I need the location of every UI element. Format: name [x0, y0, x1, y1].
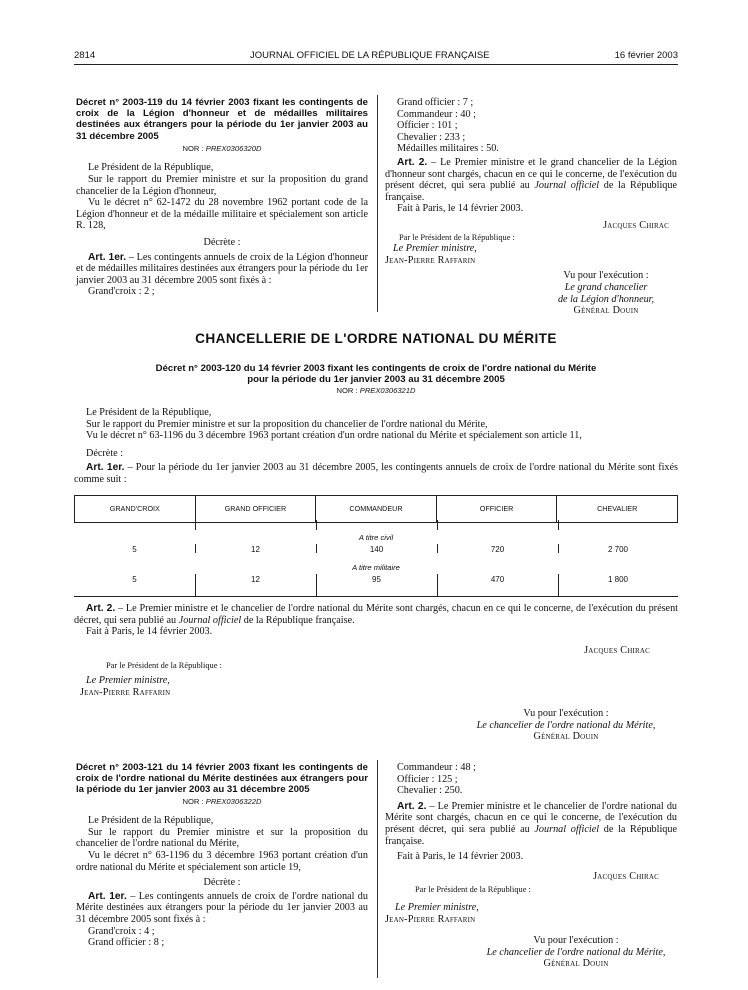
table-cell: 2 700 — [607, 545, 629, 554]
decree-120-p3: Vu le décret n° 63-1196 du 3 décembre 1963 portant création d'un ordre national du Mérite et spécialement son article 11, — [86, 430, 582, 442]
decree-121-cmd: Commandeur : 48 ; — [397, 762, 476, 773]
decree-121-chev: Chevalier : 250. — [397, 785, 463, 797]
decree-120-p1: Le Président de la République, — [86, 407, 212, 418]
decree-120-vu: Vu pour l'exécution : — [523, 708, 609, 720]
decree-119-p3: Vu le décret n° 62-1472 du 28 novembre 1962 portant code de la Légion d'honneur et de la médaille militaire et spécialement son article R. 128, — [76, 197, 368, 232]
decree-121-fait: Fait à Paris, le 14 février 2003. — [397, 851, 524, 863]
decree-119-go: Grand officier : 7 ; — [397, 97, 474, 108]
decree-120-title-2: pour la période du 1er janvier 2003 au 31 décembre 2005 — [247, 374, 505, 386]
decree-120-ch-name: Général Douin — [533, 731, 599, 743]
decree-119-p2: Sur le rapport du Premier ministre et sur la proposition du grand chancelier de la Légion d'honneur, — [76, 174, 368, 197]
decree-121-ch-name: Général Douin — [543, 958, 609, 970]
column-tick — [195, 544, 196, 553]
table-header-cell: GRAND'CROIX — [75, 496, 196, 523]
decree-119-gc: Grand'croix : 2 ; — [88, 286, 155, 298]
table-header-row — [75, 496, 678, 523]
decree-119-art2: Art. 2. – Le Premier ministre et le grand chancelier de la Légion d'honneur sont chargés, chacun en ce qui le concerne, de l'exécution du présent décret, qui sera publié au Journal officiel de la République française. — [385, 156, 677, 203]
header-rule — [74, 64, 678, 65]
civil-label: A titre civil — [358, 533, 394, 542]
decree-120-fait: Fait à Paris, le 14 février 2003. — [86, 626, 213, 638]
decree-119-fait: Fait à Paris, le 14 février 2003. — [397, 203, 524, 215]
decree-120-pm-name: Jean-Pierre Raffarin — [80, 686, 171, 698]
section-title: CHANCELLERIE DE L'ORDRE NATIONAL DU MÉRITE — [195, 331, 557, 346]
decree-121-ch-title: Le chancelier de l'ordre national du Mérite, — [486, 946, 666, 958]
decree-120-pm-title: Le Premier ministre, — [86, 674, 170, 686]
decree-120-p2: Sur le rapport du Premier ministre et sur la proposition du chancelier de l'ordre national du Mérite, — [86, 418, 488, 430]
column-tick — [437, 520, 438, 530]
decree-121-par: Par le Président de la République : — [415, 885, 531, 895]
decree-121-vu: Vu pour l'exécution : — [533, 935, 619, 947]
decree-120-art1: Art. 1er. – Pour la période du 1er janvier 2003 au 31 décembre 2005, les contingents annuels de croix de l'ordre national du Mérite sont fixés comme suit : — [74, 462, 678, 485]
decree-119-decrete: Décrète : — [203, 236, 241, 248]
decree-119-pm-title: Le Premier ministre, — [393, 243, 477, 255]
contingents-table — [74, 495, 678, 523]
column-tick — [558, 520, 559, 530]
table-cell: 12 — [251, 545, 260, 554]
column-tick — [316, 520, 317, 530]
decree-119-gc-title1: Le grand chancelier — [564, 281, 648, 293]
decree-119-art1: Art. 1er. – Les contingents annuels de croix de la Légion d'honneur et de médailles militaires destinées aux étrangers pour la période du 1er janvier 2003 au 31 décembre 2005 sont fixés à : — [76, 251, 368, 286]
decree-121-signer: Jacques Chirac — [593, 870, 659, 882]
table-cell: 5 — [132, 575, 137, 584]
decree-119-med: Médailles militaires : 50. — [397, 143, 499, 155]
decree-121-p2: Sur le rapport du Premier ministre et sur la proposition du chancelier de l'ordre national du Mérite, — [76, 826, 368, 850]
column-tick — [558, 544, 559, 553]
decree-119-pm-name: Jean-Pierre Raffarin — [385, 254, 476, 266]
decree-121-left — [76, 762, 368, 949]
decree-119-chev: Chevalier : 233 ; — [397, 131, 466, 143]
table-header-cell: COMMANDEUR — [316, 496, 437, 523]
decree-120-nor: NOR : PREX0306321D — [336, 386, 416, 396]
decree-121-art1: Art. 1er. – Les contingents annuels de croix de l'ordre national du Mérite destinées aux étrangers pour la période du 1er janvier 2003 au 31 décembre 2005 sont fixés à : — [76, 890, 368, 925]
decree-119-off: Officier : 101 ; — [397, 120, 458, 132]
decree-119-p1: Le Président de la République, — [88, 162, 214, 174]
decree-121-p3: Vu le décret n° 63-1196 du 3 décembre 1963 portant création d'un ordre national du Mérite et spécialement son article 19, — [76, 849, 368, 873]
column-tick — [558, 574, 559, 596]
decree-119-cmd: Commandeur : 40 ; — [397, 108, 476, 120]
column-tick — [437, 544, 438, 553]
decree-121-right — [385, 762, 677, 970]
military-label: A titre militaire — [352, 563, 400, 572]
column-tick — [316, 574, 317, 596]
decree-120-title-1: Décret n° 2003-120 du 14 février 2003 fixant les contingents de croix de l'ordre national du Mérite — [155, 363, 597, 374]
decree-121-art2: Art. 2. – Le Premier ministre et le chancelier de l'ordre national du Mérite sont chargés, chacun en ce qui le concerne, de l'exécution du présent décret, qui sera publié au Journal officiel de la République française. — [385, 800, 678, 847]
journal-title: JOURNAL OFFICIEL DE LA RÉPUBLIQUE FRANÇAISE — [250, 50, 490, 61]
column-tick — [437, 574, 438, 596]
column-tick — [195, 520, 196, 530]
table-cell: 95 — [372, 575, 381, 584]
decree-121-nor: NOR : PREX0306322D — [182, 796, 262, 806]
decree-121-pm-title: Le Premier ministre, — [395, 901, 479, 913]
table-cell: 5 — [132, 545, 137, 554]
page-number: 2814 — [74, 50, 96, 61]
decree-119-vu: Vu pour l'exécution : — [563, 270, 649, 282]
decree-120-decrete: Décrète : — [86, 447, 124, 459]
column-tick — [316, 544, 317, 553]
table-header-cell: OFFICIER — [436, 496, 557, 523]
decree-119-left — [76, 97, 368, 298]
decree-121-off: Officier : 125 ; — [397, 773, 458, 785]
decree-120 — [74, 363, 678, 486]
decree-119-signer: Jacques Chirac — [603, 219, 669, 231]
column-divider-bottom — [377, 760, 378, 978]
decree-120-art2: Art. 2. – Le Premier ministre et le chancelier de l'ordre national du Mérite sont chargés, chacun en ce qui le concerne, de l'exécution du présent décret, qui sera publié au Journal officiel de la République française. — [74, 603, 679, 626]
decree-121-p1: Le Président de la République, — [88, 815, 214, 827]
decree-119-gc-title2: de la Légion d'honneur, — [557, 293, 655, 305]
decree-120-ch-title: Le chancelier de l'ordre national du Mérite, — [476, 719, 656, 731]
table-cell: 720 — [490, 545, 505, 554]
decree-121-go: Grand officier : 8 ; — [88, 937, 165, 949]
decree-120-signer: Jacques Chirac — [584, 644, 650, 656]
decree-120-par: Par le Président de la République : — [106, 661, 222, 671]
decree-120-end — [74, 603, 678, 743]
decree-119-title: Décret n° 2003-119 du 14 février 2003 fixant les contingents de croix de la Légion d'honneur et de médailles militaires destinées aux étrangers pour la période du 1er janvier 2003 au 31 décembre 2005 — [76, 97, 368, 142]
decree-119-par: Par le Président de la République : — [399, 232, 515, 242]
table-cell: 1 800 — [607, 575, 629, 584]
column-tick — [195, 574, 196, 596]
table-body — [74, 520, 678, 597]
table-cell: 470 — [490, 575, 505, 584]
decree-121-decrete: Décrète : — [203, 877, 241, 889]
issue-date: 16 février 2003 — [614, 50, 678, 61]
table-cell: 140 — [369, 545, 384, 554]
decree-121-gc: Grand'croix : 4 ; — [88, 925, 155, 937]
table-cell: 12 — [251, 575, 260, 584]
decree-119-nor: NOR : PREX0306320D — [182, 143, 262, 153]
decree-121-pm-name: Jean-Pierre Raffarin — [385, 913, 476, 925]
decree-121-title: Décret n° 2003-121 du 14 février 2003 fixant les contingents de croix de l'ordre national du Mérite destinées aux étrangers pour la période du 1er janvier 2003 au 31 décembre 2005 — [76, 762, 368, 796]
table-header-cell: GRAND OFFICIER — [195, 496, 316, 523]
column-divider-top — [377, 95, 378, 312]
table-header-cell: CHEVALIER — [557, 496, 678, 523]
decree-119-right — [385, 97, 677, 317]
decree-119-gc-name: Général Douin — [573, 305, 639, 317]
